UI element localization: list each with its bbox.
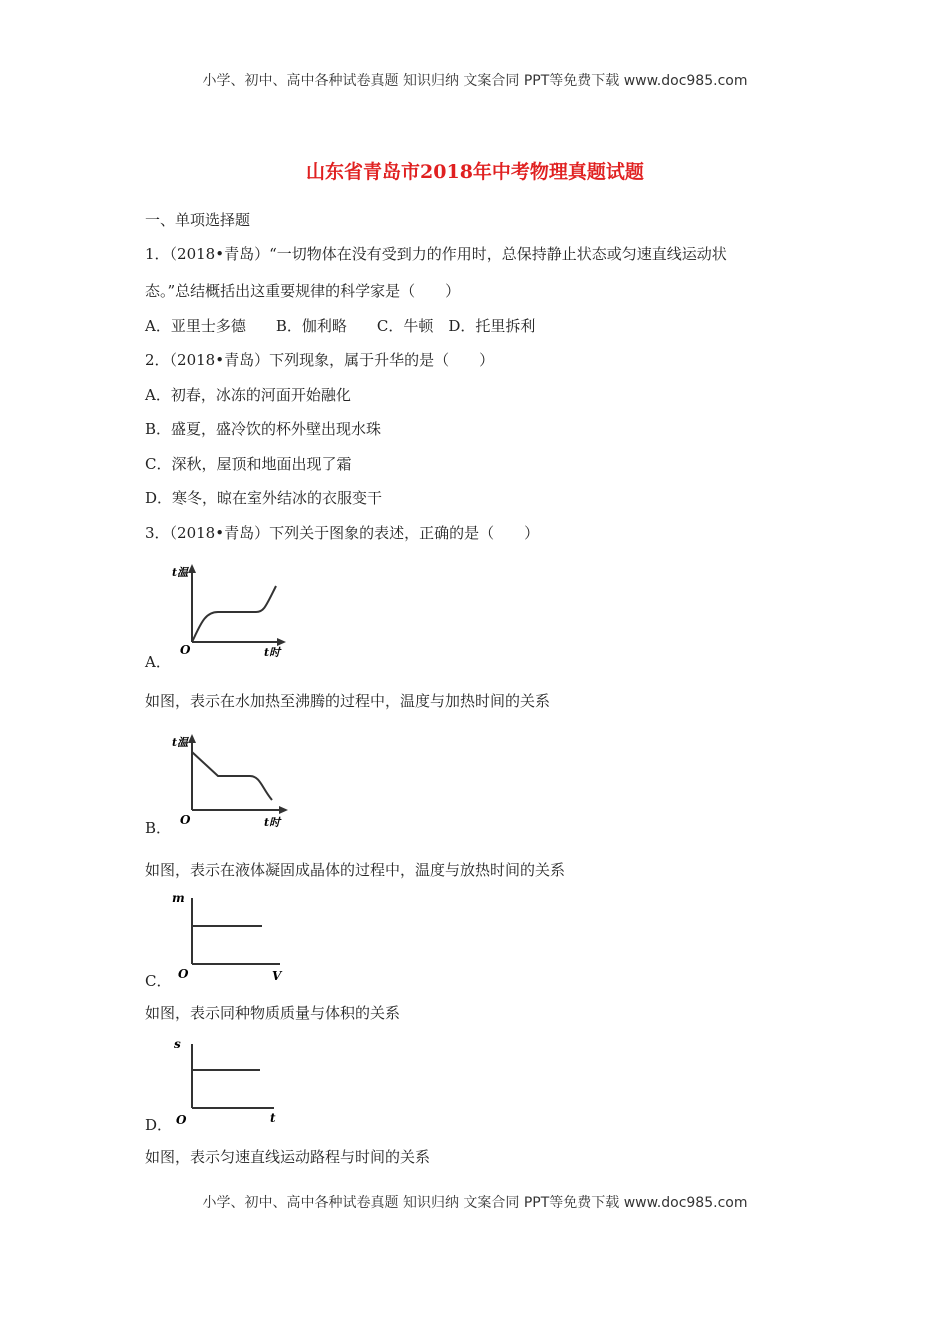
graph-a <box>168 562 298 662</box>
q3-option-a-label: A． <box>145 653 171 671</box>
q1-options: A．亚里士多德 B．伽利略 C．牛顿 D．托里拆利 <box>145 317 536 335</box>
q3-option-b-label: B． <box>145 819 172 837</box>
graph-a-curve <box>192 586 276 642</box>
graph-a-x-arrow <box>277 638 286 646</box>
q2-stem: 2．（2018•青岛）下列现象，属于升华的是（ ） <box>145 351 495 369</box>
graph-d-origin: O <box>176 1113 187 1127</box>
q3-option-d-text: 如图，表示匀速直线运动路程与时间的关系 <box>145 1148 431 1166</box>
graph-a-origin: O <box>180 643 191 657</box>
q1-stem-line1: 1．（2018•青岛）“一切物体在没有受到力的作用时，总保持静止状态或匀速直线运动状 <box>145 245 727 263</box>
q2-option-c: C．深秋，屋顶和地面出现了霜 <box>145 455 352 473</box>
graph-d <box>168 1034 298 1129</box>
q3-option-a-text: 如图，表示在水加热至沸腾的过程中，温度与加热时间的关系 <box>145 692 551 710</box>
graph-c-y-label: m <box>172 891 185 905</box>
q3-stem: 3．（2018•青岛）下列关于图象的表述，正确的是（ ） <box>145 524 540 542</box>
graph-c-origin: O <box>178 967 189 981</box>
q3-option-c-label: C． <box>145 972 172 990</box>
graph-a-y-label: t温 <box>172 566 189 579</box>
graph-d-y-label: s <box>174 1037 181 1051</box>
graph-b-y-arrow <box>188 734 196 743</box>
q2-option-d: D．寒冬，晾在室外结冰的衣服变干 <box>145 489 383 507</box>
section-heading: 一、单项选择题 <box>145 211 251 229</box>
q3-option-d-label: D． <box>145 1116 173 1134</box>
q2-option-a: A．初春，冰冻的河面开始融化 <box>145 386 351 404</box>
graph-c <box>168 888 298 983</box>
graph-b-x-arrow <box>279 806 288 814</box>
graph-b <box>168 732 298 832</box>
page-title: 山东省青岛市2018年中考物理真题试题 <box>306 161 644 183</box>
page-footer: 小学、初中、高中各种试卷真题 知识归纳 文案合同 PPT等免费下载 www.doc985.com <box>202 1195 748 1211</box>
q1-stem-line2: 态。”总结概括出这重要规律的科学家是（ ） <box>145 282 461 300</box>
graph-b-origin: O <box>180 813 191 827</box>
graph-b-y-label: t温 <box>172 736 189 749</box>
page-header: 小学、初中、高中各种试卷真题 知识归纳 文案合同 PPT等免费下载 www.doc985.com <box>202 73 748 89</box>
graph-b-curve <box>192 752 272 800</box>
graph-d-x-label: t <box>270 1111 276 1125</box>
graph-b-x-label: t时 <box>264 816 281 829</box>
graph-a-x-label: t时 <box>264 646 281 659</box>
q2-option-b: B．盛夏，盛冷饮的杯外壁出现水珠 <box>145 420 382 438</box>
graph-c-x-label: V <box>272 969 282 983</box>
q3-option-c-text: 如图，表示同种物质质量与体积的关系 <box>145 1004 401 1022</box>
q3-option-b-text: 如图，表示在液体凝固成晶体的过程中，温度与放热时间的关系 <box>145 861 566 879</box>
graph-a-y-arrow <box>188 564 196 573</box>
